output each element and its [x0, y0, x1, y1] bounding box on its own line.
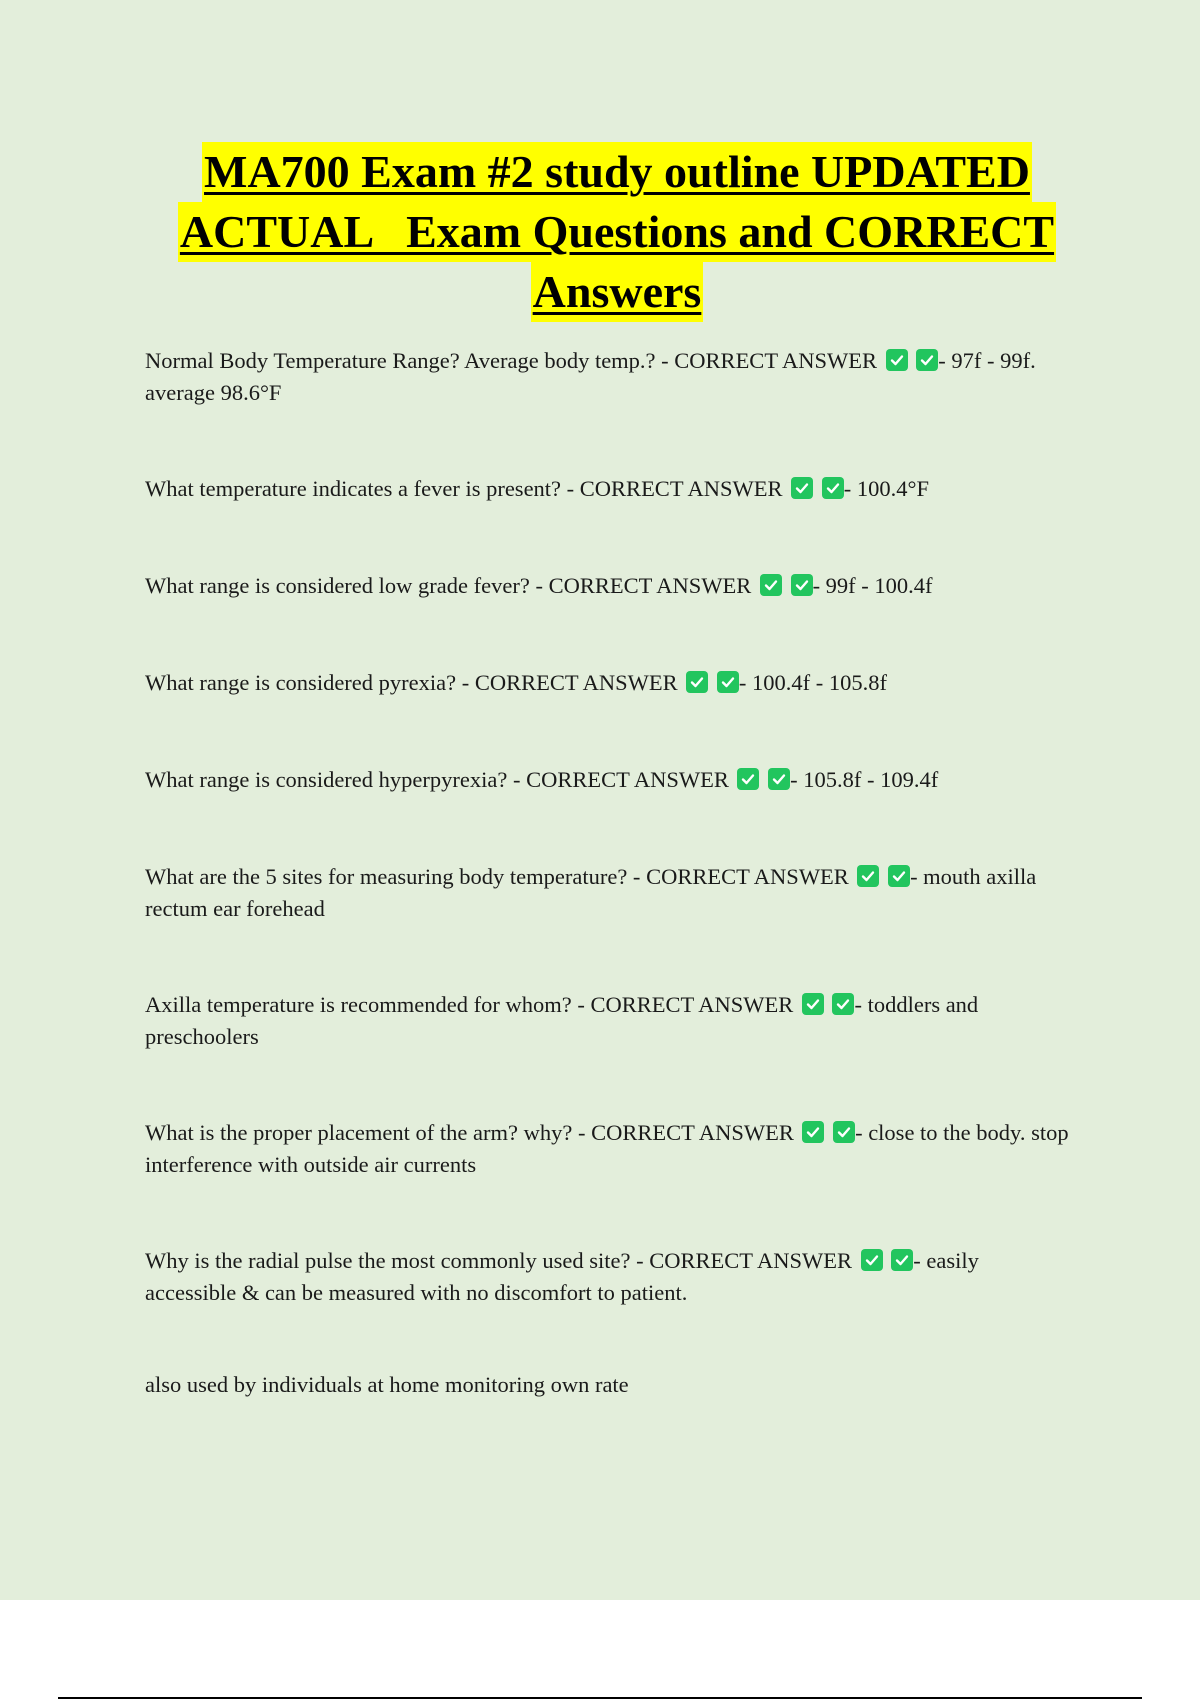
title-line-2: ACTUAL Exam Questions and CORRECT: [178, 202, 1056, 262]
correct-answer-label: CORRECT ANSWER: [590, 992, 794, 1017]
title-line-1: MA700 Exam #2 study outline UPDATED: [202, 142, 1032, 202]
check-box-icon: [802, 993, 824, 1015]
answer-text: - close to the body. stop interference with outside air currents: [145, 1120, 1069, 1177]
correct-answer-label: CORRECT ANSWER: [579, 476, 783, 501]
check-box-icon: [737, 768, 759, 790]
qa-item: [145, 570, 1075, 602]
correct-answer-label: CORRECT ANSWER: [474, 670, 678, 695]
answer-text: - 100.4f - 105.8f: [738, 670, 887, 695]
correct-answer-label: CORRECT ANSWER: [591, 1120, 794, 1145]
extra-note: also used by individuals at home monitoring own rate: [145, 1372, 629, 1397]
check-box-icon: [791, 574, 813, 596]
question-text: Axilla temperature is recommended for whom? -: [145, 992, 591, 1017]
correct-answer-label: CORRECT ANSWER: [526, 767, 729, 792]
answer-text: - 105.8f - 109.4f: [790, 767, 939, 792]
title-line-3: Answers: [531, 262, 704, 322]
question-text: What range is considered pyrexia? -: [145, 670, 475, 695]
check-box-icon: [888, 865, 910, 887]
check-box-icon: [891, 1249, 913, 1271]
page-divider: [58, 1697, 1142, 1699]
correct-answer-label: CORRECT ANSWER: [646, 864, 849, 889]
check-box-icon: [802, 1121, 824, 1143]
correct-answer-label: CORRECT ANSWER: [674, 348, 878, 373]
question-text: Normal Body Temperature Range? Average body temp.? -: [145, 348, 675, 373]
correct-answer-label: CORRECT ANSWER: [649, 1248, 853, 1273]
qa-item: [145, 764, 1075, 796]
check-box-icon: [832, 993, 854, 1015]
check-box-icon: [886, 349, 908, 371]
answer-text: - mouth axilla rectum ear forehead: [145, 864, 1037, 921]
check-box-icon: [833, 1121, 855, 1143]
check-box-icon: [760, 574, 782, 596]
answer-text: - toddlers and preschoolers: [145, 992, 979, 1049]
answer-text: - 99f - 100.4f: [812, 573, 933, 598]
qa-item: [145, 861, 1075, 925]
qa-item: [145, 989, 1075, 1053]
qa-item: [145, 345, 1075, 409]
qa-item: [145, 667, 1075, 699]
answer-text: - 97f - 99f. average 98.6°F: [145, 348, 1036, 405]
check-box-icon: [686, 671, 708, 693]
qa-item: [145, 1245, 1075, 1309]
question-text: Why is the radial pulse the most commonly used site? -: [145, 1248, 650, 1273]
answer-text: - easily accessible & can be measured with no discomfort to patient.: [145, 1248, 979, 1305]
document-title: [120, 142, 1114, 322]
question-text: What is the proper placement of the arm? why? -: [145, 1120, 592, 1145]
check-box-icon: [857, 865, 879, 887]
question-text: What range is considered low grade fever? -: [145, 573, 549, 598]
check-box-icon: [861, 1249, 883, 1271]
question-text: What are the 5 sites for measuring body temperature? -: [145, 864, 647, 889]
correct-answer-label: CORRECT ANSWER: [548, 573, 752, 598]
check-box-icon: [768, 768, 790, 790]
qa-item: [145, 473, 1075, 505]
check-box-icon: [822, 477, 844, 499]
question-text: What temperature indicates a fever is present? -: [145, 476, 580, 501]
qa-item: [145, 1117, 1075, 1181]
check-box-icon: [916, 349, 938, 371]
answer-text: - 100.4°F: [843, 476, 930, 501]
qa-list: [145, 345, 1075, 1401]
check-box-icon: [717, 671, 739, 693]
question-text: What range is considered hyperpyrexia? -: [145, 767, 527, 792]
check-box-icon: [791, 477, 813, 499]
